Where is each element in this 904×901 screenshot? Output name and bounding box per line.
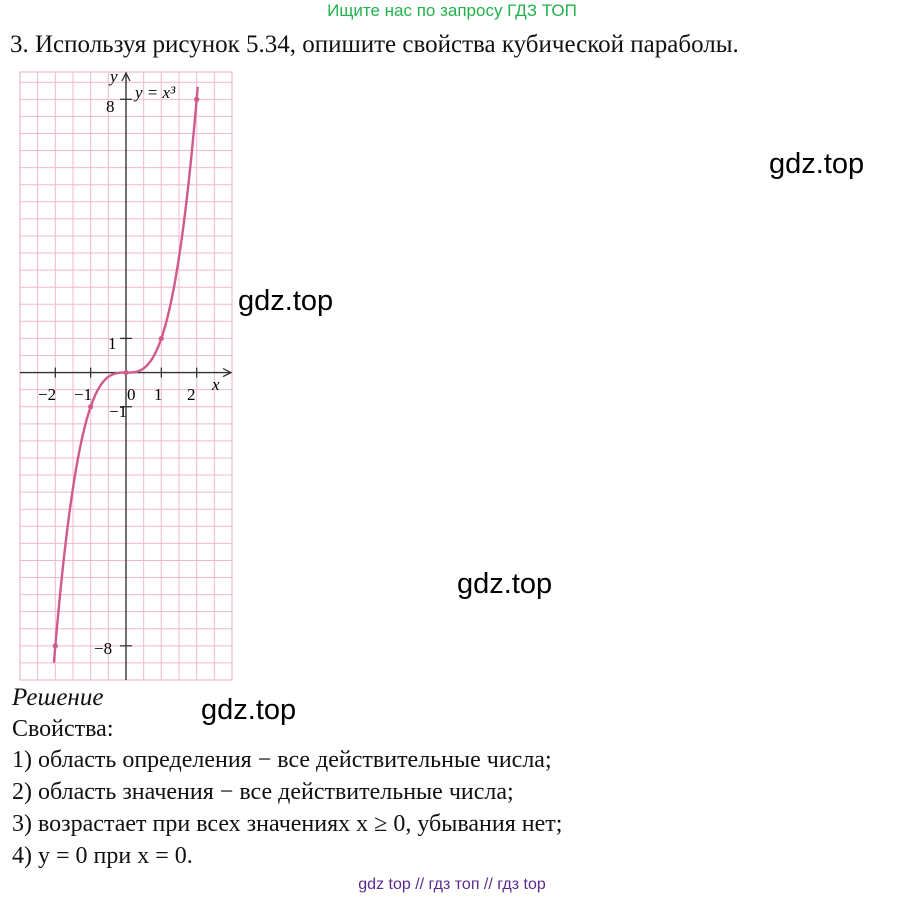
coordinate-axes: [20, 73, 231, 680]
watermark: gdz.top: [769, 148, 865, 180]
cubic-parabola-graph: [18, 70, 234, 682]
x-tick-label: −1: [74, 385, 93, 404]
y-tick-label: 8: [106, 97, 115, 116]
x-axis-label: x: [212, 375, 220, 394]
data-point: [123, 370, 128, 375]
footer-links[interactable]: gdz top // гдз топ // гдз top: [358, 876, 546, 893]
y-axis-label: y: [110, 70, 118, 86]
x-tick-label: −2: [38, 385, 57, 404]
solution-line: 4) y = 0 при x = 0.: [12, 843, 193, 869]
y-tick-label: 1: [108, 334, 117, 353]
solution-line: Свойства:: [12, 716, 114, 742]
x-tick-label: 2: [187, 385, 196, 404]
data-point: [194, 97, 199, 102]
data-point: [53, 643, 58, 648]
x-tick-label: 0: [127, 385, 136, 404]
watermark: gdz.top: [238, 285, 334, 317]
data-point: [159, 336, 164, 341]
y-tick-label: −8: [94, 639, 113, 658]
solution-line: 2) область значения − все действительные числа;: [12, 779, 514, 805]
y-tick-label: −1: [109, 402, 128, 421]
watermark: gdz.top: [457, 568, 553, 600]
solution-heading: Решение: [12, 684, 104, 711]
equation-label: y = x³: [135, 83, 176, 102]
solution-line: 1) область определения − все действительные числа;: [12, 747, 552, 773]
header-search-link[interactable]: Ищите нас по запросу ГДЗ ТОП: [327, 1, 577, 20]
watermark: gdz.top: [201, 694, 297, 726]
problem-statement: 3. Используя рисунок 5.34, опишите свойства кубической параболы.: [10, 31, 739, 58]
x-tick-label: 1: [154, 385, 163, 404]
solution-line: 3) возрастает при всех значениях x ≥ 0, убывания нет;: [12, 811, 563, 837]
data-point: [88, 404, 93, 409]
